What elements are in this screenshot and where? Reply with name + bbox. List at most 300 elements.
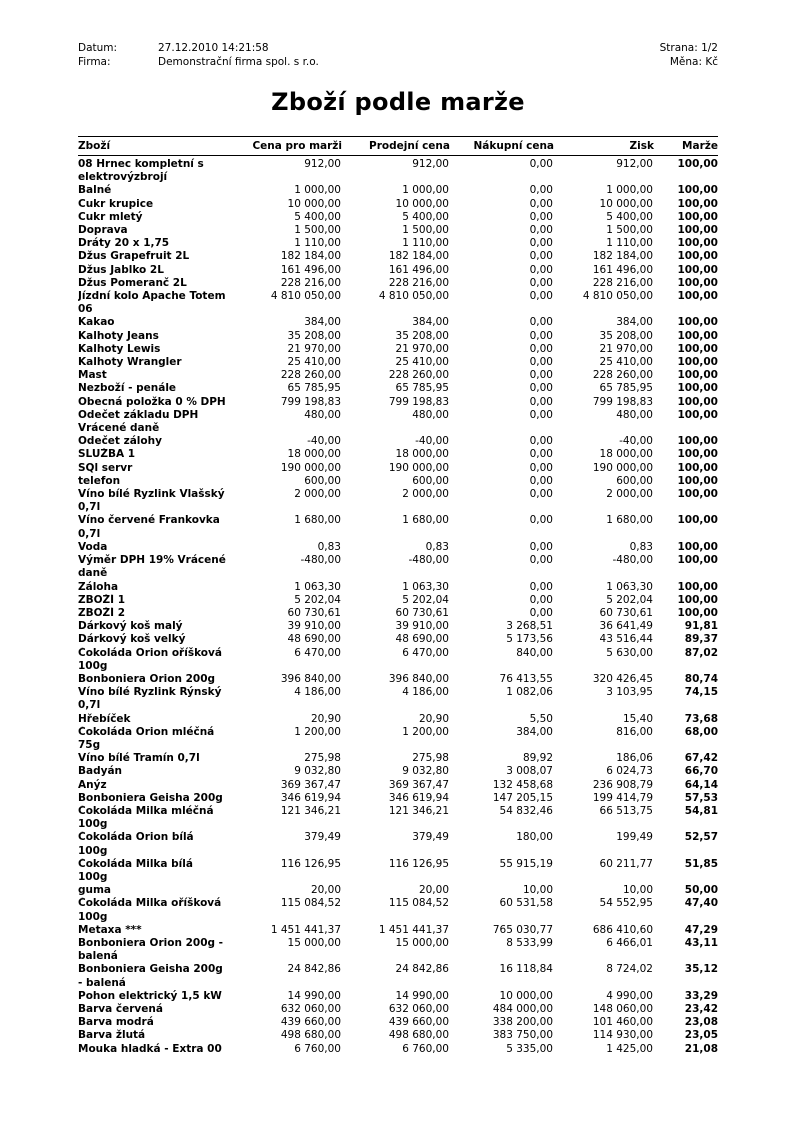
cell-zisk: 384,00 xyxy=(616,316,653,329)
cell-zisk: 236 908,79 xyxy=(592,778,653,791)
cell-prodejni-cena: 10 000,00 xyxy=(395,197,449,210)
cell-product-name: Barva modrá xyxy=(78,1016,154,1029)
cell-cena-pro-marzi: 5 400,00 xyxy=(294,210,341,223)
cell-marze: 47,29 xyxy=(684,923,718,936)
cell-prodejni-cena: 24 842,86 xyxy=(395,963,449,976)
cell-zisk: 199,49 xyxy=(616,831,653,844)
cell-zisk: 60 211,77 xyxy=(599,857,653,870)
cell-product-name: Mouka hladká - Extra 00 xyxy=(78,1042,222,1055)
cell-nakupni-cena: 5 173,56 xyxy=(506,633,553,646)
cell-cena-pro-marzi: 1 680,00 xyxy=(294,514,341,527)
cell-zisk: 182 184,00 xyxy=(592,250,653,263)
cell-product-name: Dárkový koš velký xyxy=(78,633,186,646)
cell-marze: 100,00 xyxy=(677,593,718,606)
cell-marze: 68,00 xyxy=(684,725,718,738)
table-row xyxy=(78,1003,718,1016)
cell-cena-pro-marzi: 1 063,30 xyxy=(294,580,341,593)
cell-cena-pro-marzi: 9 032,80 xyxy=(294,765,341,778)
cell-cena-pro-marzi: 912,00 xyxy=(304,158,341,170)
cell-marze: 100,00 xyxy=(677,369,718,382)
cell-cena-pro-marzi: 18 000,00 xyxy=(287,448,341,461)
cell-nakupni-cena: 0,00 xyxy=(529,210,553,223)
cell-zisk: 101 460,00 xyxy=(592,1016,653,1029)
cell-product-name: Kalhoty Jeans xyxy=(78,329,159,342)
cell-nakupni-cena: 60 531,58 xyxy=(499,897,553,910)
cell-cena-pro-marzi: 384,00 xyxy=(304,316,341,329)
cell-zisk: 15,40 xyxy=(622,712,653,725)
cell-cena-pro-marzi: 600,00 xyxy=(304,474,341,487)
cell-nakupni-cena: 0,00 xyxy=(529,263,553,276)
cell-zisk: 148 060,00 xyxy=(592,1003,653,1015)
cell-cena-pro-marzi: 60 730,61 xyxy=(287,606,341,619)
cell-cena-pro-marzi: 480,00 xyxy=(304,408,341,421)
report-content xyxy=(78,40,718,1056)
cell-cena-pro-marzi: 6 470,00 xyxy=(294,646,341,659)
cell-nakupni-cena: 484 000,00 xyxy=(492,1003,553,1015)
cell-marze: 100,00 xyxy=(677,580,718,593)
cell-zisk: 4 810 050,00 xyxy=(582,290,653,303)
cell-cena-pro-marzi: 20,00 xyxy=(310,884,341,897)
table-row xyxy=(78,779,718,792)
cell-nakupni-cena: 0,00 xyxy=(529,606,553,619)
report-header xyxy=(78,40,718,70)
table-row xyxy=(78,211,718,224)
cell-prodejni-cena: 20,00 xyxy=(418,884,449,897)
cell-product-name: Badyán xyxy=(78,765,123,778)
cell-zisk: 600,00 xyxy=(616,474,653,487)
cell-zisk: 190 000,00 xyxy=(592,461,653,474)
cell-nakupni-cena: 0,00 xyxy=(529,329,553,342)
cell-product-name: ZBOŽÍ 2 xyxy=(78,606,126,619)
cell-prodejni-cena: 439 660,00 xyxy=(388,1016,449,1029)
cell-product-name: Odečet zálohy xyxy=(78,435,162,448)
cell-prodejni-cena: 4 810 050,00 xyxy=(378,290,449,303)
cell-marze: 33,29 xyxy=(684,989,718,1002)
cell-cena-pro-marzi: 24 842,86 xyxy=(287,963,341,976)
date-value: 27.12.2010 14:21:58 xyxy=(158,42,269,54)
date-label: Datum: xyxy=(78,42,118,54)
cell-marze: 100,00 xyxy=(677,197,718,210)
cell-cena-pro-marzi: 379,49 xyxy=(304,831,341,844)
cell-prodejni-cena: 9 032,80 xyxy=(402,765,449,778)
table-row xyxy=(78,514,718,540)
cell-prodejni-cena: 5 400,00 xyxy=(402,210,449,223)
cell-nakupni-cena: 0,00 xyxy=(529,435,553,448)
cell-prodejni-cena: 14 990,00 xyxy=(395,989,449,1002)
cell-marze: 100,00 xyxy=(677,540,718,553)
table-row xyxy=(78,488,718,514)
cell-nakupni-cena: 765 030,77 xyxy=(492,923,553,936)
cell-zisk: 4 990,00 xyxy=(606,989,653,1002)
table-row xyxy=(78,647,718,673)
cell-nakupni-cena: 3 008,07 xyxy=(506,765,553,778)
table-header-row xyxy=(78,137,718,156)
cell-cena-pro-marzi: 1 451 441,37 xyxy=(270,923,341,936)
cell-marze: 100,00 xyxy=(677,382,718,395)
cell-zisk: -480,00 xyxy=(612,554,653,567)
cell-prodejni-cena: 60 730,61 xyxy=(395,606,449,619)
cell-zisk: 2 000,00 xyxy=(606,488,653,501)
cell-prodejni-cena: 35 208,00 xyxy=(395,329,449,342)
cell-zisk: 8 724,02 xyxy=(606,963,653,976)
cell-cena-pro-marzi: 14 990,00 xyxy=(287,989,341,1002)
cell-product-name: Bonboniera Orion 200g - balená xyxy=(78,936,224,963)
cell-product-name: Záloha xyxy=(78,580,119,593)
cell-nakupni-cena: 8 533,99 xyxy=(506,936,553,949)
cell-zisk: 816,00 xyxy=(616,725,653,738)
cell-nakupni-cena: 76 413,55 xyxy=(499,672,553,685)
cell-prodejni-cena: 39 910,00 xyxy=(395,620,449,633)
cell-prodejni-cena: 21 970,00 xyxy=(395,342,449,355)
cell-marze: 100,00 xyxy=(677,488,718,501)
cell-prodejni-cena: 18 000,00 xyxy=(395,448,449,461)
cell-product-name: Barva žlutá xyxy=(78,1029,146,1042)
cell-cena-pro-marzi: 396 840,00 xyxy=(280,672,341,685)
table-row xyxy=(78,554,718,580)
cell-prodejni-cena: 799 198,83 xyxy=(388,395,449,408)
column-header-nakupni-cena: Nákupní cena xyxy=(450,137,554,156)
cell-product-name: Čokoláda Milka bílá 100g xyxy=(78,857,193,883)
cell-zisk: 1 680,00 xyxy=(606,514,653,527)
column-header-cena-pro-marzi: Cena pro marži xyxy=(230,137,342,156)
cell-cena-pro-marzi: 4 810 050,00 xyxy=(270,290,341,303)
table-row xyxy=(78,673,718,686)
table-row xyxy=(78,581,718,594)
cell-prodejni-cena: 65 785,95 xyxy=(395,382,449,395)
cell-prodejni-cena: 4 186,00 xyxy=(402,686,449,699)
cell-nakupni-cena: 840,00 xyxy=(516,646,553,659)
cell-prodejni-cena: 25 410,00 xyxy=(395,356,449,369)
cell-prodejni-cena: 5 202,04 xyxy=(402,593,449,606)
cell-nakupni-cena: 0,00 xyxy=(529,250,553,263)
cell-nakupni-cena: 1 082,06 xyxy=(506,686,553,699)
cell-cena-pro-marzi: 5 202,04 xyxy=(294,593,341,606)
cell-zisk: 65 785,95 xyxy=(599,382,653,395)
cell-marze: 74,15 xyxy=(684,686,718,699)
cell-product-name: Cukr mletý xyxy=(78,210,143,223)
table-row xyxy=(78,475,718,488)
cell-marze: 91,81 xyxy=(684,620,718,633)
cell-cena-pro-marzi: 116 126,95 xyxy=(280,857,341,870)
cell-nakupni-cena: 0,00 xyxy=(529,488,553,501)
cell-prodejni-cena: 632 060,00 xyxy=(388,1003,449,1015)
table-row xyxy=(78,277,718,290)
cell-nakupni-cena: 132 458,68 xyxy=(492,778,553,791)
table-row xyxy=(78,686,718,712)
cell-cena-pro-marzi: 498 680,00 xyxy=(280,1029,341,1042)
cell-product-name: Džus Grapefruit 2L xyxy=(78,250,190,263)
cell-prodejni-cena: 379,49 xyxy=(412,831,449,844)
cell-cena-pro-marzi: 632 060,00 xyxy=(280,1003,341,1015)
cell-prodejni-cena: 161 496,00 xyxy=(388,263,449,276)
cell-nakupni-cena: 147 205,15 xyxy=(492,791,553,804)
cell-marze: 100,00 xyxy=(677,408,718,421)
cell-cena-pro-marzi: 115 084,52 xyxy=(280,897,341,910)
cell-zisk: 5 202,04 xyxy=(606,593,653,606)
cell-product-name: Hřebíček xyxy=(78,712,131,725)
table-row xyxy=(78,156,718,185)
cell-prodejni-cena: 228 260,00 xyxy=(388,369,449,382)
cell-marze: 73,68 xyxy=(684,712,718,725)
cell-product-name: Doprava xyxy=(78,224,128,237)
cell-product-name: Anýz xyxy=(78,778,107,791)
cell-zisk: 5 400,00 xyxy=(606,210,653,223)
cell-nakupni-cena: 10,00 xyxy=(522,884,553,897)
cell-cena-pro-marzi: 346 619,94 xyxy=(280,791,341,804)
cell-product-name: 08 Hrnec kompletní s elektrovýzbrojí xyxy=(78,158,204,184)
cell-product-name: Čokoláda Milka mléčná 100g xyxy=(78,804,214,831)
cell-prodejni-cena: 228 216,00 xyxy=(388,276,449,289)
cell-nakupni-cena: 5,50 xyxy=(529,712,553,725)
cell-prodejni-cena: 2 000,00 xyxy=(402,488,449,501)
firm-value: Demonstrační firma spol. s r.o. xyxy=(158,56,319,68)
cell-cena-pro-marzi: 15 000,00 xyxy=(287,936,341,949)
cell-product-name: Barva červená xyxy=(78,1003,163,1015)
cell-marze: 35,12 xyxy=(684,963,718,976)
cell-nakupni-cena: 0,00 xyxy=(529,514,553,527)
cell-product-name: Metaxa *** xyxy=(78,923,142,936)
cell-prodejni-cena: 48 690,00 xyxy=(395,633,449,646)
table-row xyxy=(78,805,718,831)
cell-cena-pro-marzi: 161 496,00 xyxy=(280,263,341,276)
table-row xyxy=(78,620,718,633)
table-row xyxy=(78,924,718,937)
cell-zisk: 66 513,75 xyxy=(599,804,653,817)
cell-product-name: Výměr DPH 19% Vrácené daně xyxy=(78,554,226,580)
cell-cena-pro-marzi: 439 660,00 xyxy=(280,1016,341,1029)
cell-cena-pro-marzi: 25 410,00 xyxy=(287,356,341,369)
cell-zisk: 186,06 xyxy=(616,752,653,765)
cell-nakupni-cena: 0,00 xyxy=(529,290,553,303)
cell-marze: 23,05 xyxy=(684,1029,718,1042)
cell-nakupni-cena: 0,00 xyxy=(529,395,553,408)
cell-zisk: 36 641,49 xyxy=(599,620,653,633)
cell-prodejni-cena: -480,00 xyxy=(408,554,449,567)
cell-marze: 100,00 xyxy=(677,276,718,289)
table-row xyxy=(78,633,718,646)
cell-prodejni-cena: 912,00 xyxy=(412,158,449,170)
cell-cena-pro-marzi: 182 184,00 xyxy=(280,250,341,263)
cell-cena-pro-marzi: 1 110,00 xyxy=(294,237,341,250)
cell-product-name: Cukr krupice xyxy=(78,197,154,210)
cell-product-name: Bonboniera Geisha 200g - balená xyxy=(78,963,223,989)
cell-zisk: 25 410,00 xyxy=(599,356,653,369)
cell-zisk: 1 110,00 xyxy=(606,237,653,250)
cell-zisk: 6 466,01 xyxy=(606,936,653,949)
cell-prodejni-cena: -40,00 xyxy=(415,435,449,448)
cell-prodejni-cena: 121 346,21 xyxy=(388,804,449,817)
cell-product-name: Nezboží - penále xyxy=(78,382,177,395)
cell-product-name: Kalhoty Wrangler xyxy=(78,356,182,369)
cell-cena-pro-marzi: 369 367,47 xyxy=(280,778,341,791)
cell-marze: 52,57 xyxy=(684,831,718,844)
cell-prodejni-cena: 498 680,00 xyxy=(388,1029,449,1042)
cell-marze: 67,42 xyxy=(684,752,718,765)
cell-marze: 66,70 xyxy=(684,765,718,778)
table-row xyxy=(78,448,718,461)
cell-marze: 100,00 xyxy=(677,158,718,170)
cell-prodejni-cena: 384,00 xyxy=(412,316,449,329)
goods-margin-table xyxy=(78,136,718,1056)
cell-cena-pro-marzi: 190 000,00 xyxy=(280,461,341,474)
cell-marze: 100,00 xyxy=(677,554,718,567)
cell-cena-pro-marzi: 10 000,00 xyxy=(287,197,341,210)
cell-prodejni-cena: 396 840,00 xyxy=(388,672,449,685)
column-header-marze: Marže xyxy=(654,137,718,156)
cell-prodejni-cena: 20,90 xyxy=(418,712,449,725)
table-row xyxy=(78,1029,718,1042)
cell-prodejni-cena: 6 760,00 xyxy=(402,1042,449,1055)
cell-product-name: guma xyxy=(78,884,112,897)
cell-prodejni-cena: 1 500,00 xyxy=(402,224,449,237)
cell-product-name: Odečet základu DPH Vrácené daně xyxy=(78,408,199,435)
cell-marze: 23,42 xyxy=(684,1003,718,1015)
cell-marze: 100,00 xyxy=(677,514,718,527)
table-row xyxy=(78,382,718,395)
table-row xyxy=(78,541,718,554)
cell-zisk: 161 496,00 xyxy=(592,263,653,276)
table-row xyxy=(78,990,718,1003)
cell-prodejni-cena: 116 126,95 xyxy=(388,857,449,870)
cell-zisk: 1 425,00 xyxy=(606,1042,653,1055)
cell-marze: 21,08 xyxy=(684,1042,718,1055)
table-row xyxy=(78,250,718,263)
cell-prodejni-cena: 275,98 xyxy=(412,752,449,765)
cell-prodejni-cena: 0,83 xyxy=(425,540,449,553)
table-row xyxy=(78,897,718,923)
cell-cena-pro-marzi: 4 186,00 xyxy=(294,686,341,699)
table-row xyxy=(78,726,718,752)
cell-nakupni-cena: 0,00 xyxy=(529,593,553,606)
cell-product-name: Dráty 20 x 1,75 xyxy=(78,237,170,250)
cell-nakupni-cena: 0,00 xyxy=(529,224,553,237)
cell-zisk: 912,00 xyxy=(616,158,653,170)
cell-marze: 100,00 xyxy=(677,342,718,355)
column-header-zisk: Zisk xyxy=(554,137,654,156)
cell-marze: 100,00 xyxy=(677,606,718,619)
cell-product-name: Víno bílé Ryzlink Vlašský 0,7l xyxy=(78,488,225,514)
cell-product-name: Voda xyxy=(78,540,108,553)
cell-cena-pro-marzi: 0,83 xyxy=(317,540,341,553)
cell-marze: 100,00 xyxy=(677,435,718,448)
cell-prodejni-cena: 369 367,47 xyxy=(388,778,449,791)
cell-zisk: 18 000,00 xyxy=(599,448,653,461)
cell-product-name: Džus Pomeranč 2L xyxy=(78,276,187,289)
column-header-prodejni-cena: Prodejní cena xyxy=(342,137,450,156)
cell-marze: 100,00 xyxy=(677,290,718,303)
cell-marze: 50,00 xyxy=(684,884,718,897)
cell-zisk: -40,00 xyxy=(619,435,653,448)
table-row xyxy=(78,752,718,765)
cell-cena-pro-marzi: 275,98 xyxy=(304,752,341,765)
table-row xyxy=(78,184,718,197)
cell-zisk: 320 426,45 xyxy=(592,672,653,685)
cell-nakupni-cena: 89,92 xyxy=(522,752,553,765)
cell-product-name: Čokoláda Orion mléčná 75g xyxy=(78,725,215,751)
cell-nakupni-cena: 0,00 xyxy=(529,342,553,355)
cell-marze: 100,00 xyxy=(677,184,718,197)
cell-product-name: ZBOŽÍ 1 xyxy=(78,593,126,606)
cell-nakupni-cena: 0,00 xyxy=(529,369,553,382)
cell-marze: 23,08 xyxy=(684,1016,718,1029)
cell-product-name: Džus Jablko 2L xyxy=(78,263,164,276)
cell-marze: 54,81 xyxy=(684,804,718,817)
cell-product-name: Mast xyxy=(78,369,107,382)
cell-nakupni-cena: 0,00 xyxy=(529,356,553,369)
table-row xyxy=(78,831,718,857)
cell-prodejni-cena: 1 000,00 xyxy=(402,184,449,197)
cell-prodejni-cena: 1 110,00 xyxy=(402,237,449,250)
table-row xyxy=(78,858,718,884)
firm-label: Firma: xyxy=(78,56,111,68)
table-row xyxy=(78,316,718,329)
cell-prodejni-cena: 480,00 xyxy=(412,408,449,421)
cell-marze: 100,00 xyxy=(677,316,718,329)
cell-nakupni-cena: 3 268,51 xyxy=(506,620,553,633)
cell-cena-pro-marzi: 39 910,00 xyxy=(287,620,341,633)
cell-nakupni-cena: 383 750,00 xyxy=(492,1029,553,1042)
cell-nakupni-cena: 0,00 xyxy=(529,554,553,567)
cell-zisk: 21 970,00 xyxy=(599,342,653,355)
cell-marze: 64,14 xyxy=(684,778,718,791)
table-row xyxy=(78,607,718,620)
cell-cena-pro-marzi: 799 198,83 xyxy=(280,395,341,408)
cell-product-name: Bonboniera Geisha 200g xyxy=(78,791,223,804)
table-row xyxy=(78,594,718,607)
cell-marze: 100,00 xyxy=(677,356,718,369)
cell-cena-pro-marzi: 1 200,00 xyxy=(294,725,341,738)
cell-zisk: 1 063,30 xyxy=(606,580,653,593)
cell-product-name: SQl servr xyxy=(78,461,133,474)
cell-product-name: Čokoláda Orion oříšková 100g xyxy=(78,646,222,672)
cell-cena-pro-marzi: 65 785,95 xyxy=(287,382,341,395)
cell-nakupni-cena: 5 335,00 xyxy=(506,1042,553,1055)
cell-zisk: 5 630,00 xyxy=(606,646,653,659)
cell-marze: 87,02 xyxy=(684,646,718,659)
table-row xyxy=(78,462,718,475)
table-row xyxy=(78,396,718,409)
table-row xyxy=(78,264,718,277)
cell-cena-pro-marzi: 35 208,00 xyxy=(287,329,341,342)
cell-product-name: Pohon elektrický 1,5 kW xyxy=(78,989,222,1002)
table-row xyxy=(78,290,718,316)
cell-marze: 51,85 xyxy=(684,857,718,870)
cell-product-name: Víno bílé Ryzlink Rýnský 0,7l xyxy=(78,686,222,712)
cell-prodejni-cena: 1 063,30 xyxy=(402,580,449,593)
cell-cena-pro-marzi: 2 000,00 xyxy=(294,488,341,501)
table-row xyxy=(78,937,718,963)
cell-nakupni-cena: 54 832,46 xyxy=(499,804,553,817)
table-row xyxy=(78,356,718,369)
cell-product-name: Obecná položka 0 % DPH xyxy=(78,395,226,408)
table-row xyxy=(78,330,718,343)
cell-cena-pro-marzi: -40,00 xyxy=(307,435,341,448)
cell-nakupni-cena: 55 915,19 xyxy=(499,857,553,870)
table-row xyxy=(78,237,718,250)
cell-marze: 100,00 xyxy=(677,224,718,237)
cell-nakupni-cena: 0,00 xyxy=(529,184,553,197)
cell-product-name: Víno červené Frankovka 0,7l xyxy=(78,514,220,540)
cell-zisk: 199 414,79 xyxy=(592,791,653,804)
cell-nakupni-cena: 384,00 xyxy=(516,725,553,738)
cell-marze: 47,40 xyxy=(684,897,718,910)
cell-marze: 100,00 xyxy=(677,237,718,250)
cell-prodejni-cena: 6 470,00 xyxy=(402,646,449,659)
cell-marze: 100,00 xyxy=(677,474,718,487)
cell-nakupni-cena: 0,00 xyxy=(529,448,553,461)
table-row xyxy=(78,713,718,726)
cell-nakupni-cena: 0,00 xyxy=(529,237,553,250)
